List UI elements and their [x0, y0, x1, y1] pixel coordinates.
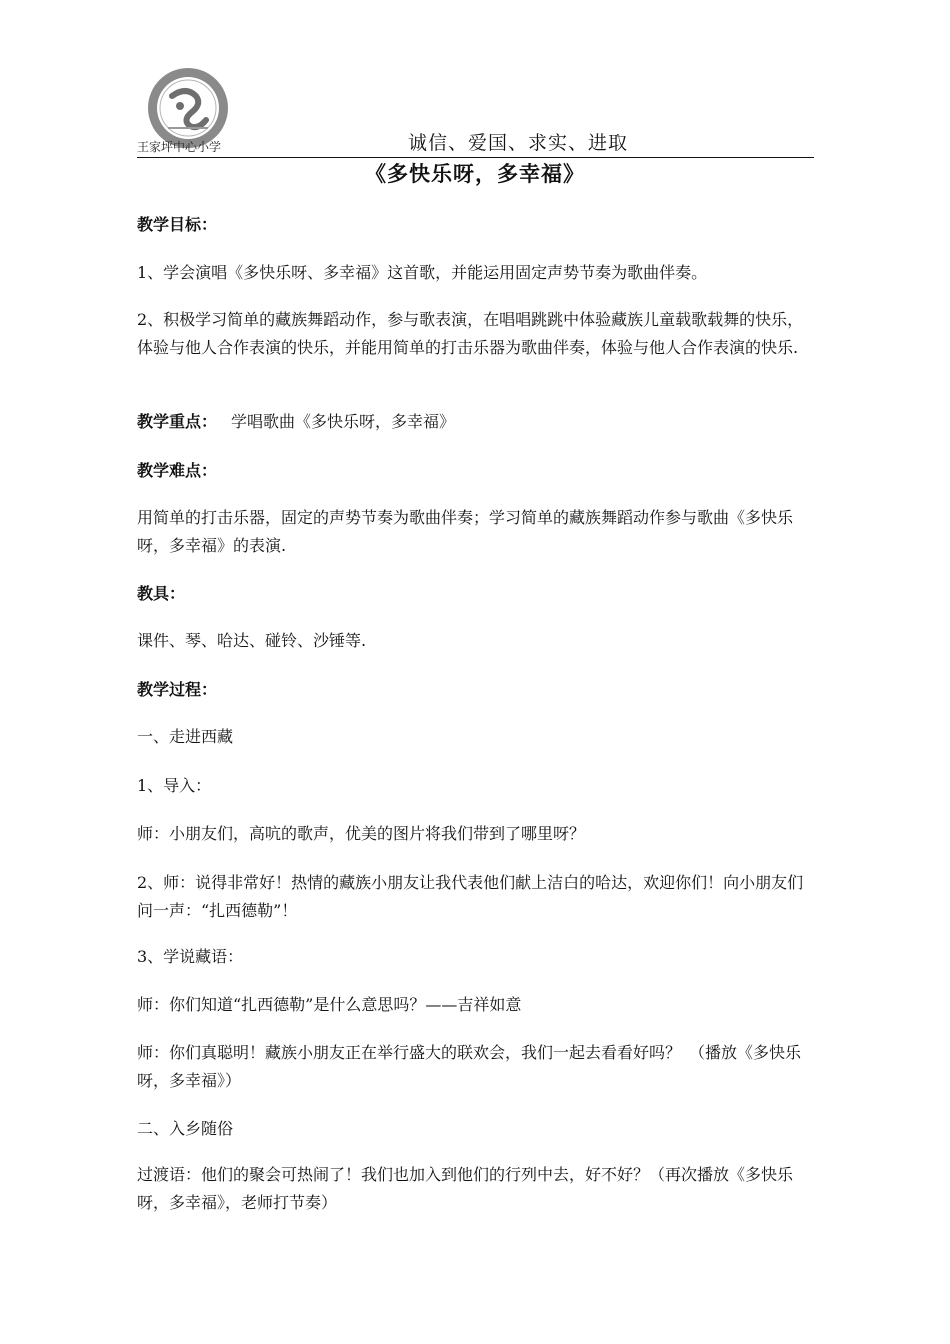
tools-text: 课件、琴、哈达、碰铃、沙锤等. [137, 631, 367, 650]
difficulty-text: 用简单的打击乐器，固定的声势节奏为歌曲伴奏；学习简单的藏族舞蹈动作参与歌曲《多快乐呀，多幸福》的表演. [137, 508, 794, 555]
teacher-line-2: 师：你们知道“扎西德勒”是什么意思吗？——吉祥如意 [137, 995, 522, 1014]
document-title: 《多快乐呀，多幸福》 [365, 162, 585, 186]
key-points [137, 408, 817, 436]
goal-1: 1、学会演唱《多快乐呀、多幸福》这首歌，并能运用固定声势节奏为歌曲伴奏。 [137, 263, 708, 282]
step-3: 3、学说藏语： [137, 947, 244, 966]
transition-text: 过渡语：他们的聚会可热闹了！我们也加入到他们的行列中去，好不好？（再次播放《多快乐呀，多幸福》，老师打节奏） [137, 1165, 794, 1212]
teacher-line-1: 师：小朋友们，高吭的歌声，优美的图片将我们带到了哪里呀？ [137, 824, 586, 843]
school-emblem-icon [146, 66, 230, 150]
school-motto: 诚信、爱国、求实、进取 [408, 132, 629, 154]
goal-2: 2、积极学习简单的藏族舞蹈动作，参与歌表演，在唱唱跳跳中体验藏族儿童载歌载舞的快乐，体验与他人合作表演的快乐，并能用简单的打击乐器为歌曲伴奏，体验与他人合作表演的快乐. [137, 310, 804, 357]
step-2: 2、师：说得非常好！热情的藏族小朋友让我代表他们献上洁白的哈达，欢迎你们！向小朋友们问一声：“扎西德勒”！ [137, 873, 804, 920]
process-heading: 教学过程： [137, 680, 218, 699]
school-name: 王家坪中心小学 [137, 140, 222, 154]
part-2-heading: 二、入乡随俗 [137, 1119, 234, 1138]
tools-heading: 教具： [137, 584, 186, 603]
teacher-line-3: 师：你们真聪明！藏族小朋友正在举行盛大的联欢会，我们一起去看看好吗？ （播放《多快乐呀，多幸福》） [137, 1043, 802, 1090]
step-1: 1、导入： [137, 776, 212, 795]
key-points-text: 学唱歌曲《多快乐呀，多幸福》 [231, 412, 456, 431]
part-1-heading: 一、走进西藏 [137, 727, 234, 746]
goals-heading: 教学目标： [137, 215, 218, 234]
key-points-heading: 教学重点： [137, 412, 218, 431]
difficulty-heading: 教学难点： [137, 461, 218, 480]
header-divider [137, 157, 814, 158]
